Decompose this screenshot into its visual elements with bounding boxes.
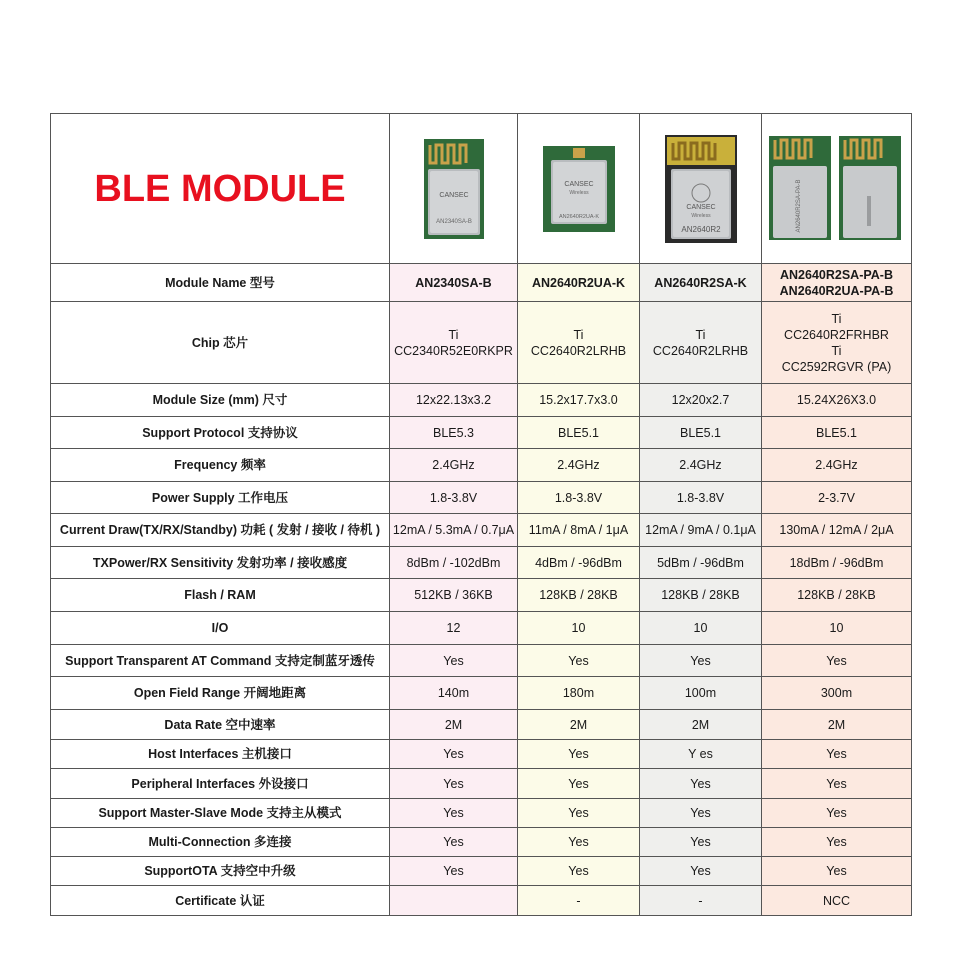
table-cell: AN2340SA-B [390, 264, 518, 302]
table-cell: Yes [640, 769, 762, 799]
module-image-an2640r2sa-k [665, 135, 737, 243]
row-label: I/O [50, 612, 390, 645]
table-cell: Yes [390, 828, 518, 857]
table-cell: Yes [518, 769, 640, 799]
row-label: Power Supply 工作电压 [50, 482, 390, 514]
table-cell: AN2640R2SA-K [640, 264, 762, 302]
row-label: Support Master-Slave Mode 支持主从模式 [50, 799, 390, 828]
row-label: Module Name 型号 [50, 264, 390, 302]
row-label: Multi-Connection 多连接 [50, 828, 390, 857]
table-cell: 12x22.13x3.2 [390, 384, 518, 417]
table-cell: 300m [762, 677, 912, 710]
row-label: Open Field Range 开阔地距离 [50, 677, 390, 710]
row-label: Flash / RAM [50, 579, 390, 612]
module-image-cell-4 [762, 113, 912, 264]
table-cell: 1.8-3.8V [390, 482, 518, 514]
table-cell: Yes [518, 828, 640, 857]
table-cell: 4dBm / -96dBm [518, 547, 640, 579]
table-cell: 2.4GHz [518, 449, 640, 482]
table-cell: AN2640R2UA-K [518, 264, 640, 302]
table-cell: 1.8-3.8V [518, 482, 640, 514]
table-cell: 128KB / 28KB [640, 579, 762, 612]
table-cell: Yes [390, 857, 518, 886]
module-marking-2: AN2640R2UA-K [558, 213, 599, 220]
row-label: Chip 芯片 [50, 302, 390, 384]
page-title: BLE MODULE [94, 167, 346, 210]
table-cell: Ti CC2340R52E0RKPR [390, 302, 518, 384]
table-cell: 512KB / 36KB [390, 579, 518, 612]
table-cell: 2.4GHz [390, 449, 518, 482]
module-marking-3: AN2640R2 [680, 224, 721, 234]
table-cell: BLE5.1 [518, 417, 640, 449]
table-cell: 15.2x17.7x3.0 [518, 384, 640, 417]
row-label: Certificate 认证 [50, 886, 390, 916]
table-cell: Yes [518, 857, 640, 886]
table-cell: 11mA / 8mA / 1μA [518, 514, 640, 547]
table-cell: Yes [640, 645, 762, 677]
table-cell: NCC [762, 886, 912, 916]
table-cell: Ti CC2640R2LRHB [640, 302, 762, 384]
table-cell: 2-3.7V [762, 482, 912, 514]
table-cell: 180m [518, 677, 640, 710]
row-label: Support Transparent AT Command 支持定制蓝牙透传 [50, 645, 390, 677]
table-cell: Yes [390, 645, 518, 677]
table-cell: Yes [518, 740, 640, 769]
table-cell: Yes [640, 828, 762, 857]
table-cell: Yes [518, 645, 640, 677]
table-cell: 140m [390, 677, 518, 710]
table-cell: Yes [390, 799, 518, 828]
row-label: Frequency 频率 [50, 449, 390, 482]
table-cell: 10 [762, 612, 912, 645]
row-label: Host Interfaces 主机接口 [50, 740, 390, 769]
spec-table [50, 113, 912, 913]
module-sub-2: Wireless [568, 189, 589, 196]
row-label: Support Protocol 支持协议 [50, 417, 390, 449]
table-cell: 2M [518, 710, 640, 740]
table-cell: Yes [640, 799, 762, 828]
table-cell: 130mA / 12mA / 2μA [762, 514, 912, 547]
module-image-cell-1 [390, 113, 518, 264]
table-cell: 2.4GHz [762, 449, 912, 482]
table-cell: Yes [762, 857, 912, 886]
table-cell: Yes [762, 828, 912, 857]
table-cell: 2M [390, 710, 518, 740]
table-cell: 2M [762, 710, 912, 740]
table-cell: Yes [518, 799, 640, 828]
row-label: Peripheral Interfaces 外设接口 [50, 769, 390, 799]
module-image-cell-3 [640, 113, 762, 264]
table-cell: 10 [518, 612, 640, 645]
module-brand-2: CANSEC [563, 180, 594, 188]
table-cell: BLE5.1 [640, 417, 762, 449]
row-label: Current Draw(TX/RX/Standby) 功耗 ( 发射 / 接收 / 待机 ) [50, 514, 390, 547]
table-cell: 15.24X26X3.0 [762, 384, 912, 417]
module-image-an2340sa-b [422, 139, 486, 239]
table-cell: Yes [640, 857, 762, 886]
table-cell: 12 [390, 612, 518, 645]
row-label: SupportOTA 支持空中升级 [50, 857, 390, 886]
table-cell: Ti CC2640R2LRHB [518, 302, 640, 384]
table-cell: 2.4GHz [640, 449, 762, 482]
table-cell: Yes [390, 740, 518, 769]
table-cell: Yes [762, 645, 912, 677]
module-image-cell-2 [518, 113, 640, 264]
module-marking-4: AN2640R2SA-PA-B [795, 179, 802, 232]
module-sub-3: Wireless [690, 212, 711, 219]
table-cell: BLE5.3 [390, 417, 518, 449]
table-cell: BLE5.1 [762, 417, 912, 449]
module-marking-1: AN2340SA-B [435, 218, 472, 225]
table-cell: - [640, 886, 762, 916]
table-cell: 10 [640, 612, 762, 645]
table-cell: 12mA / 9mA / 0.1μA [640, 514, 762, 547]
table-cell: 12mA / 5.3mA / 0.7μA [390, 514, 518, 547]
table-cell: AN2640R2SA-PA-B AN2640R2UA-PA-B [762, 264, 912, 302]
table-cell: Yes [390, 769, 518, 799]
table-cell: 5dBm / -96dBm [640, 547, 762, 579]
module-image-an2640r2ua-k [543, 146, 615, 232]
table-cell: Y es [640, 740, 762, 769]
table-cell: 128KB / 28KB [518, 579, 640, 612]
module-brand-3: CANSEC [685, 203, 716, 211]
table-cell [390, 886, 518, 916]
row-label: TXPower/RX Sensitivity 发射功率 / 接收感度 [50, 547, 390, 579]
row-label: Data Rate 空中速率 [50, 710, 390, 740]
table-cell: - [518, 886, 640, 916]
table-cell: 8dBm / -102dBm [390, 547, 518, 579]
title-cell [50, 113, 390, 264]
table-cell: 1.8-3.8V [640, 482, 762, 514]
table-cell: 100m [640, 677, 762, 710]
table-cell: 128KB / 28KB [762, 579, 912, 612]
module-image-an2640r2sa-pa-b [767, 136, 907, 242]
table-cell: 12x20x2.7 [640, 384, 762, 417]
table-cell: Ti CC2640R2FRHBR Ti CC2592RGVR (PA) [762, 302, 912, 384]
table-cell: Yes [762, 769, 912, 799]
module-brand-1: CANSEC [438, 191, 469, 199]
row-label: Module Size (mm) 尺寸 [50, 384, 390, 417]
table-cell: Yes [762, 740, 912, 769]
table-cell: 2M [640, 710, 762, 740]
table-cell: Yes [762, 799, 912, 828]
table-cell: 18dBm / -96dBm [762, 547, 912, 579]
